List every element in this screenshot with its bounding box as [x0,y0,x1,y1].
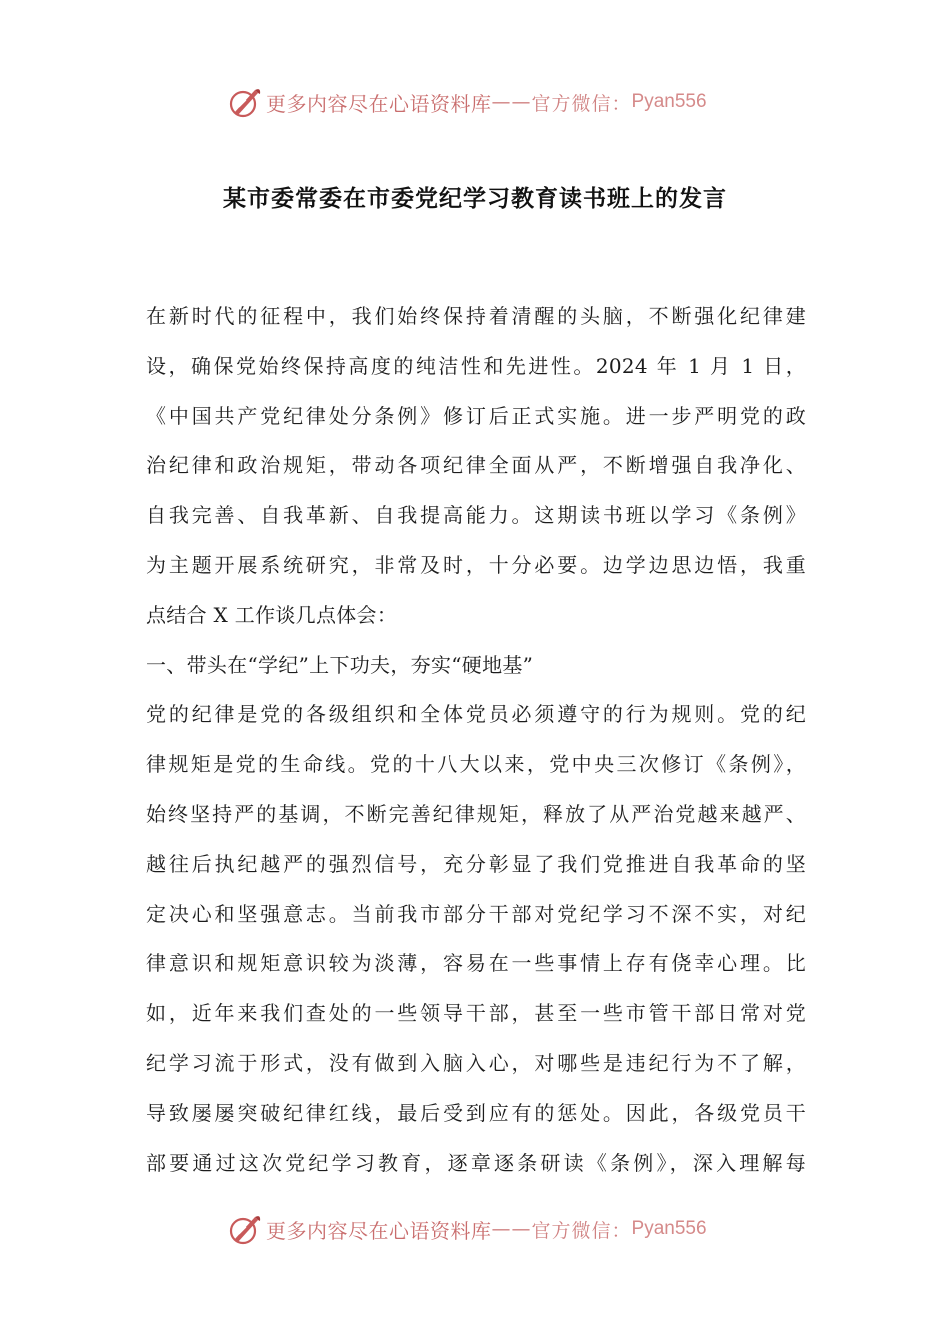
banner-wechat-id: Pyan556 [631,1218,707,1239]
text-line: 在新时代的征程中，我们始终保持着清醒的头脑，不断强化纪律建 [146,304,806,328]
text-line: 点结合 X 工作谈几点体会： [146,602,398,627]
document-body [146,292,806,1188]
banner-dash: —— [491,91,532,113]
quill-logo-icon [228,1212,262,1246]
text-line: 导致屡屡突破纪律红线，最后受到应有的惩处。因此，各级党员干 [146,1100,806,1125]
banner-main-text: 更多内容尽在心语资料库 [266,1218,492,1243]
text-line: 纪学习流于形式，没有做到入脑入心，对哪些是违纪行为不了解， [146,1050,806,1075]
section-heading: 一、带头在“学纪”上下功夫，夯实“硬地基” [146,652,534,677]
text-line: 治纪律和政治规矩，带动各项纪律全面从严，不断增强自我净化、 [146,453,806,478]
banner-dash: —— [491,1218,532,1240]
banner-official-text: 官方微信： [531,1219,632,1242]
text-line: 党的纪律是党的各级组织和全体党员必须遵守的行为规则。党的纪 [146,702,806,727]
banner-main-text: 更多内容尽在心语资料库 [266,91,492,116]
text-line: 《中国共产党纪律处分条例》修订后正式实施。进一步严明党的政 [146,403,806,428]
text-line: 设，确保党始终保持高度的纯洁性和先进性。2024 年 1 月 1 日， [146,353,806,378]
banner-wechat-id: Pyan556 [631,91,707,112]
text-line: 自我完善、自我革新、自我提高能力。这期读书班以学习《条例》 [146,503,806,528]
text-line: 律意识和规矩意识较为淡薄，容易在一些事情上存有侥幸心理。比 [146,951,806,976]
document-title: 某市委常委在市委党纪学习教育读书班上的发言 [223,185,727,212]
header-banner [228,82,707,122]
text-line: 如，近年来我们查处的一些领导干部，甚至一些市管干部日常对党 [146,1001,806,1026]
text-line: 律规矩是党的生命线。党的十八大以来，党中央三次修订《条例》， [146,752,806,777]
text-line: 为主题开展系统研究，非常及时，十分必要。边学边思边悟，我重 [146,552,806,577]
banner-official-text: 官方微信： [531,92,632,115]
text-line: 越往后执纪越严的强烈信号，充分彰显了我们党推进自我革命的坚 [146,851,806,876]
text-line: 部要通过这次党纪学习教育，逐章逐条研读《条例》，深入理解每 [146,1150,806,1175]
quill-logo-icon [228,85,262,119]
text-line: 定决心和坚强意志。当前我市部分干部对党纪学习不深不实，对纪 [146,901,806,926]
text-line: 始终坚持严的基调，不断完善纪律规矩，释放了从严治党越来越严、 [146,801,806,826]
footer-banner [228,1209,707,1249]
